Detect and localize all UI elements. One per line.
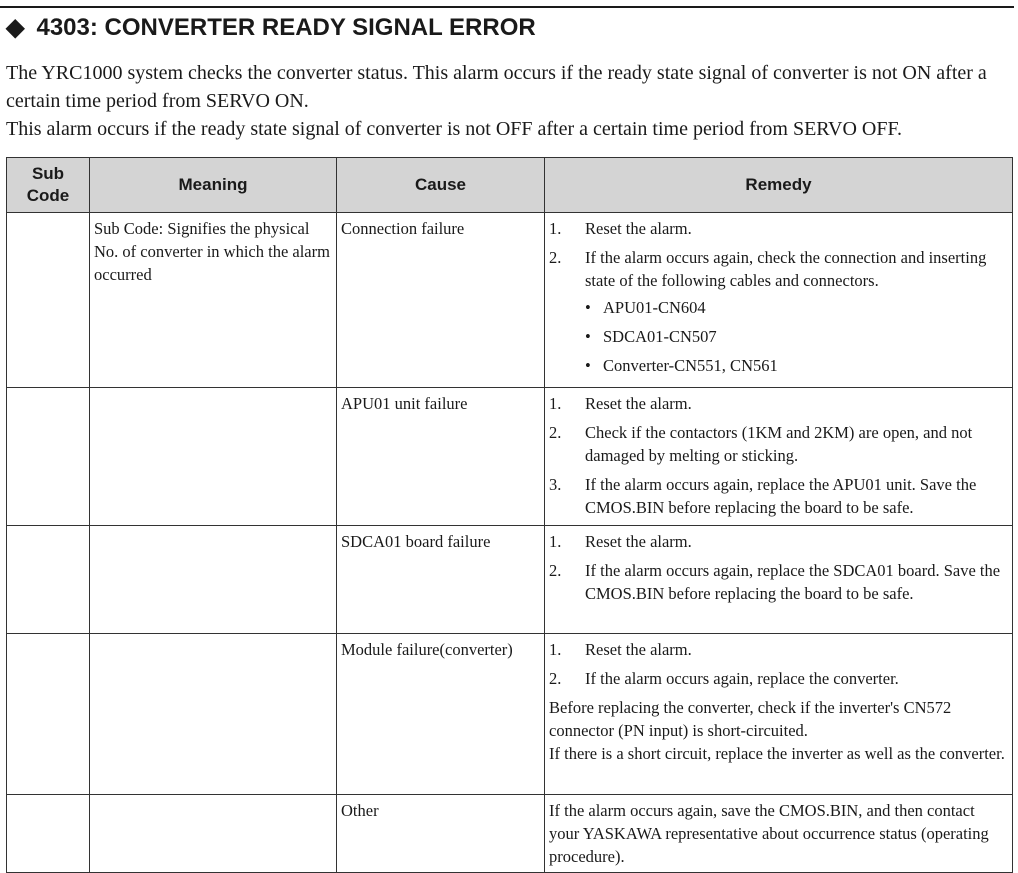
meaning-cell <box>90 526 337 634</box>
cause-cell: APU01 unit failure <box>337 388 545 526</box>
connector-list <box>585 296 1008 377</box>
list-item <box>585 296 1008 319</box>
remedy-steps <box>549 392 1008 519</box>
sub-code-cell <box>7 388 90 526</box>
step-number: 2. <box>549 248 562 267</box>
meaning-cell: Sub Code: Signifies the physical No. of converter in which the alarm occurred <box>90 213 337 388</box>
step-number: 2. <box>549 669 562 688</box>
step-number: 2. <box>549 423 562 442</box>
step-number: 3. <box>549 475 562 494</box>
remedy-step <box>549 473 1008 519</box>
intro-paragraph: This alarm occurs if the ready state signal of converter is not OFF after a certain time period from SERVO OFF. <box>6 118 903 140</box>
step-text: Reset the alarm. <box>585 532 692 551</box>
step-number: 1. <box>549 532 562 551</box>
remedy-step <box>549 667 1008 690</box>
title-text: 4303: CONVERTER READY SIGNAL ERROR <box>36 14 536 41</box>
page-title <box>6 13 536 43</box>
remedy-note: Before replacing the converter, check if the inverter's CN572 connector (PN input) is short-circuited. <box>549 698 952 740</box>
table-row <box>7 795 1013 873</box>
remedy-note: If there is a short circuit, replace the inverter as well as the converter. <box>549 744 1005 763</box>
remedy-step <box>549 638 1008 661</box>
list-item <box>585 325 1008 348</box>
intro-paragraph: The YRC1000 system checks the converter status. This alarm occurs if the ready state signal of converter is not ON after a certain time period from SERVO ON. <box>6 62 987 112</box>
step-number: 1. <box>549 394 562 413</box>
remedy-cell <box>545 634 1013 795</box>
table-row <box>7 213 1013 388</box>
meaning-cell <box>90 795 337 873</box>
step-text: Check if the contactors (1KM and 2KM) are open, and not damaged by melting or sticking. <box>585 423 973 465</box>
step-text: Reset the alarm. <box>585 219 692 238</box>
sub-code-cell <box>7 634 90 795</box>
sub-code-cell <box>7 526 90 634</box>
remedy-step <box>549 421 1008 467</box>
remedy-cell <box>545 388 1013 526</box>
table-header-row <box>7 158 1013 213</box>
remedy-step <box>549 392 1008 415</box>
remedy-cell <box>545 526 1013 634</box>
remedy-cell <box>545 213 1013 388</box>
remedy-steps <box>549 530 1008 605</box>
step-text: If the alarm occurs again, replace the APU01 unit. Save the CMOS.BIN before replacing the board to be safe. <box>585 475 977 517</box>
table-row <box>7 526 1013 634</box>
cause-cell: Module failure(converter) <box>337 634 545 795</box>
remedy-step <box>549 246 1008 377</box>
header-cause: Cause <box>337 158 545 213</box>
step-number: 2. <box>549 561 562 580</box>
connector-name: Converter-CN551, CN561 <box>603 356 778 375</box>
bullet-icon: • <box>585 298 591 317</box>
step-text: If the alarm occurs again, replace the converter. <box>585 669 899 688</box>
step-number: 1. <box>549 219 562 238</box>
connector-name: SDCA01-CN507 <box>603 327 717 346</box>
cause-cell: SDCA01 board failure <box>337 526 545 634</box>
header-sub-code: Sub Code <box>7 158 90 213</box>
alarm-table <box>6 157 1013 873</box>
header-meaning: Meaning <box>90 158 337 213</box>
step-text: Reset the alarm. <box>585 394 692 413</box>
remedy-steps <box>549 217 1008 377</box>
diamond-bullet-icon: ◆ <box>6 14 25 41</box>
header-remedy: Remedy <box>545 158 1013 213</box>
step-number: 1. <box>549 640 562 659</box>
remedy-step <box>549 530 1008 553</box>
step-text: If the alarm occurs again, replace the SDCA01 board. Save the CMOS.BIN before replacing the board to be safe. <box>585 561 1001 603</box>
meaning-cell <box>90 388 337 526</box>
sub-code-cell <box>7 795 90 873</box>
step-text: If the alarm occurs again, check the connection and inserting state of the following cables and connectors. <box>585 248 987 290</box>
table-row <box>7 634 1013 795</box>
cause-cell: Connection failure <box>337 213 545 388</box>
top-rule <box>0 6 1014 8</box>
remedy-step <box>549 217 1008 240</box>
connector-name: APU01-CN604 <box>603 298 706 317</box>
list-item <box>585 354 1008 377</box>
bullet-icon: • <box>585 327 591 346</box>
remedy-step <box>549 559 1008 605</box>
step-text: Reset the alarm. <box>585 640 692 659</box>
bullet-icon: • <box>585 356 591 375</box>
intro-text <box>6 59 1011 143</box>
meaning-cell <box>90 634 337 795</box>
remedy-steps <box>549 638 1008 690</box>
remedy-note: If the alarm occurs again, save the CMOS.BIN, and then contact your YASKAWA representative about occurrence status (operating procedure). <box>549 801 989 866</box>
remedy-cell <box>545 795 1013 873</box>
cause-cell: Other <box>337 795 545 873</box>
sub-code-cell <box>7 213 90 388</box>
table-row <box>7 388 1013 526</box>
